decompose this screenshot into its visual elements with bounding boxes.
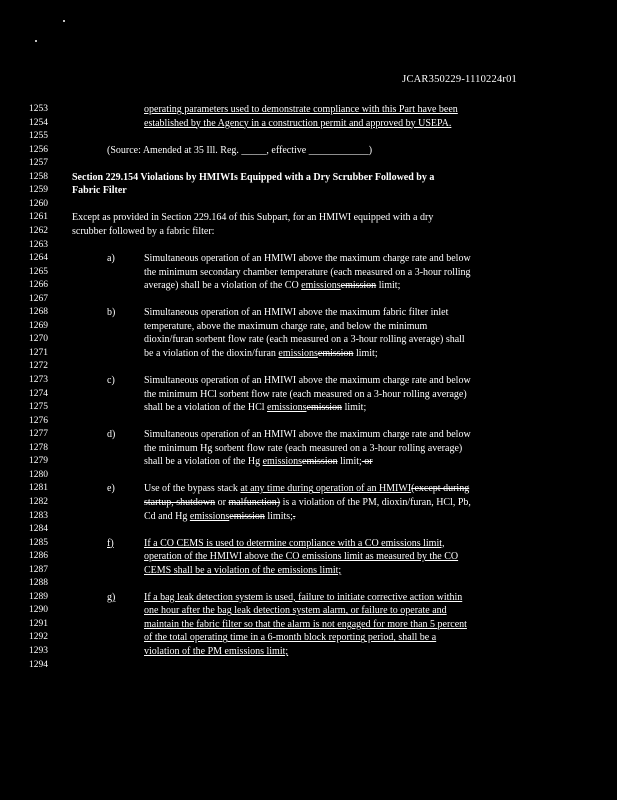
line-text [107, 144, 372, 157]
document-line [0, 550, 617, 563]
text-segment: temperature, above the maximum charge rate, and below the minimum [144, 320, 428, 332]
document-line [0, 577, 617, 590]
text-segment: operation of the HMIWI above the CO emissions limit as measured by the CO [144, 551, 459, 563]
line-number: 1279 [29, 456, 48, 467]
text-segment: emissions [278, 347, 318, 359]
text-segment: limit; [353, 347, 378, 359]
text-segment: of the total operating time in a 6-month block reporting period, shall be a [144, 632, 437, 644]
document-line [0, 225, 617, 238]
line-text [144, 347, 378, 360]
line-number: 1254 [29, 117, 48, 128]
text-segment: emissions [189, 510, 230, 522]
list-marker: c) [107, 375, 115, 386]
line-number: 1288 [29, 578, 48, 589]
line-text [144, 103, 458, 116]
text-segment: (Source: Amended at 35 Ill. Reg. _____, effective ____________) [107, 144, 373, 156]
line-number: 1277 [29, 429, 48, 440]
text-segment: Section 229.154 Violations by HMIWIs Equipped with a Dry Scrubber Followed by a [72, 171, 435, 183]
text-segment: is a violation of the PM, dioxin/furan, HCl, Pb, [280, 496, 471, 508]
line-text [144, 564, 341, 577]
line-number: 1281 [29, 483, 48, 494]
line-number: 1291 [29, 618, 48, 629]
text-segment: Simultaneous operation of an HMIWI above the maximum fabric filter inlet [144, 307, 449, 319]
list-marker: b) [107, 307, 116, 319]
line-number: 1269 [29, 320, 48, 331]
line-text [144, 645, 288, 658]
document-line [0, 144, 617, 157]
document-line [0, 293, 617, 306]
text-segment: startup, shutdown [144, 496, 216, 508]
line-number: 1287 [29, 564, 48, 575]
text-segment: emission [317, 347, 354, 359]
text-segment: maintain the fabric filter so that the alarm is not engaged for more than 5 percent [144, 618, 467, 630]
line-number: 1261 [29, 212, 48, 223]
line-number: 1259 [29, 185, 48, 196]
document-line [0, 496, 617, 509]
text-segment: violation of the PM emissions limit; [144, 646, 289, 657]
text-segment: emission [229, 510, 265, 522]
text-segment: one hour after the bag leak detection system alarm, or failure to operate and [144, 605, 447, 617]
text-segment: the minimum Hg sorbent flow rate (each measured on a 3-hour rolling average) [144, 442, 463, 454]
list-marker: f) [107, 537, 114, 549]
document-line [0, 252, 617, 265]
line-number: 1263 [29, 239, 48, 250]
document-line [0, 360, 617, 373]
line-number: 1273 [29, 375, 48, 385]
line-number: 1266 [29, 280, 48, 291]
document-line [0, 347, 617, 360]
text-segment: emissions [267, 402, 307, 414]
line-number: 1268 [29, 307, 48, 318]
document-line [0, 130, 617, 143]
line-number: 1292 [29, 632, 48, 643]
text-segment: be a violation of the dioxin/furan [144, 347, 279, 359]
text-segment: or [361, 456, 373, 468]
document-line [0, 117, 617, 130]
line-number: 1282 [29, 496, 48, 507]
line-number: 1284 [29, 524, 48, 535]
line-number: 1285 [29, 537, 48, 548]
line-number: 1265 [29, 266, 48, 277]
line-text [144, 631, 436, 644]
text-segment: emission [306, 402, 343, 414]
document-line [0, 211, 617, 224]
line-text [72, 225, 214, 238]
line-number: 1262 [29, 225, 48, 236]
line-number: 1293 [29, 646, 48, 656]
document-line [0, 374, 617, 387]
list-marker: a) [107, 253, 115, 265]
line-text [144, 510, 295, 523]
text-segment: malfunction) [228, 496, 281, 508]
document-header-id: JCAR350229-1110224r01 [402, 74, 517, 85]
document-line [0, 523, 617, 536]
line-number: 1276 [29, 415, 48, 426]
document-line [0, 645, 617, 658]
line-text [72, 211, 433, 224]
line-text [144, 320, 427, 333]
line-number: 1272 [29, 361, 48, 372]
line-text [144, 401, 366, 414]
document-line [0, 103, 617, 116]
text-segment: shall be a violation of the Hg [144, 456, 263, 468]
document-line [0, 184, 617, 197]
line-number: 1286 [29, 551, 48, 562]
text-segment: CEMS shall be a violation of the emissions limit; [144, 564, 342, 576]
scan-speck [63, 20, 65, 22]
line-text [144, 455, 373, 468]
document-line [0, 618, 617, 631]
line-number: 1278 [29, 442, 48, 453]
text-segment: the minimum secondary chamber temperature (each measured on a 3-hour rolling [144, 266, 471, 278]
text-segment: (except during [411, 483, 470, 495]
line-number: 1258 [29, 171, 48, 182]
text-segment: Simultaneous operation of an HMIWI above the maximum charge rate and below [144, 253, 471, 265]
text-segment: established by the Agency in a construction permit and approved by USEPA. [144, 117, 452, 129]
text-segment: limits; [264, 510, 293, 522]
line-number: 1270 [29, 334, 48, 345]
text-segment: . [292, 510, 296, 522]
text-segment: or [215, 496, 229, 508]
line-text [144, 604, 447, 617]
text-segment: If a bag leak detection system is used, failure to initiate corrective action within [144, 591, 463, 603]
text-segment: Cd and Hg [144, 510, 190, 522]
text-segment: emission [302, 456, 338, 468]
text-segment: limit; [342, 402, 367, 414]
text-segment: dioxin/furan sorbent flow rate (each measured on a 3-hour rolling average) shall [144, 334, 465, 346]
document-line [0, 564, 617, 577]
line-text [144, 306, 448, 319]
document-line [0, 198, 617, 211]
line-number: 1256 [29, 144, 48, 155]
line-number: 1257 [29, 158, 48, 169]
document-line [0, 279, 617, 292]
line-number: 1271 [29, 347, 48, 358]
line-number: 1253 [29, 104, 48, 114]
text-segment: shall be a violation of the HCl [144, 402, 268, 414]
document-line [0, 469, 617, 482]
line-text [144, 117, 451, 130]
list-marker: d) [107, 429, 116, 441]
line-number: 1290 [29, 605, 48, 616]
text-segment: operating parameters used to demonstrate compliance with this Part have been [144, 104, 458, 115]
document-line [0, 455, 617, 468]
line-text [144, 618, 467, 631]
line-number: 1264 [29, 253, 48, 264]
line-number: 1260 [29, 198, 48, 209]
document-line [0, 482, 617, 495]
text-segment: Fabric Filter [72, 185, 127, 197]
line-text [72, 184, 127, 197]
line-number: 1283 [29, 510, 48, 521]
list-marker: g) [107, 591, 116, 603]
line-number: 1289 [29, 591, 48, 602]
text-segment: emission [340, 280, 377, 292]
document-line [0, 388, 617, 401]
line-text [144, 428, 471, 441]
text-segment: Use of the bypass stack [144, 483, 241, 495]
line-text [144, 333, 465, 346]
line-text [144, 279, 400, 292]
document-line [0, 659, 617, 672]
text-segment: Simultaneous operation of an HMIWI above the maximum charge rate and below [144, 375, 471, 386]
document-line [0, 428, 617, 441]
document-line [0, 415, 617, 428]
line-number: 1274 [29, 388, 48, 399]
line-number: 1294 [29, 659, 48, 670]
line-text [144, 537, 445, 550]
document-line [0, 239, 617, 252]
line-text [144, 550, 458, 563]
line-number: 1275 [29, 402, 48, 413]
line-number: 1255 [29, 131, 48, 142]
document-line [0, 510, 617, 523]
scan-speck [35, 40, 37, 42]
line-text [144, 374, 471, 387]
text-segment: emissions [262, 456, 303, 468]
line-number: 1280 [29, 469, 48, 480]
text-segment: average) shall be a violation of the CO [144, 280, 302, 292]
line-text [144, 482, 469, 495]
line-text [144, 388, 467, 401]
line-text [144, 442, 462, 455]
document-line [0, 631, 617, 644]
document-line [0, 157, 617, 170]
document-line [0, 537, 617, 550]
document-line [0, 320, 617, 333]
document-line [0, 604, 617, 617]
list-marker: e) [107, 483, 115, 495]
line-number: 1267 [29, 293, 48, 304]
document-line [0, 306, 617, 319]
line-text [144, 252, 471, 265]
document-line [0, 401, 617, 414]
text-segment: scrubber followed by a fabric filter: [72, 225, 215, 237]
text-segment: at any time during operation of an HMIWI [240, 483, 412, 495]
document-line [0, 442, 617, 455]
text-segment: limit; [376, 280, 401, 292]
text-segment: Simultaneous operation of an HMIWI above the maximum charge rate and below [144, 429, 471, 441]
document-line [0, 266, 617, 279]
text-segment: the minimum HCl sorbent flow rate (each measured on a 3-hour rolling average) [144, 388, 467, 400]
document-line [0, 591, 617, 604]
text-segment: emissions [301, 280, 341, 292]
text-segment: Except as provided in Section 229.164 of this Subpart, for an HMIWI equipped with a dry [72, 212, 434, 224]
document-line [0, 333, 617, 346]
line-text [72, 171, 434, 184]
document-line [0, 171, 617, 184]
text-segment: limit; [337, 456, 362, 468]
line-text [144, 591, 462, 604]
line-text [144, 496, 471, 509]
text-segment: If a CO CEMS is used to determine compliance with a CO emissions limit, [144, 537, 445, 549]
line-text [144, 266, 471, 279]
